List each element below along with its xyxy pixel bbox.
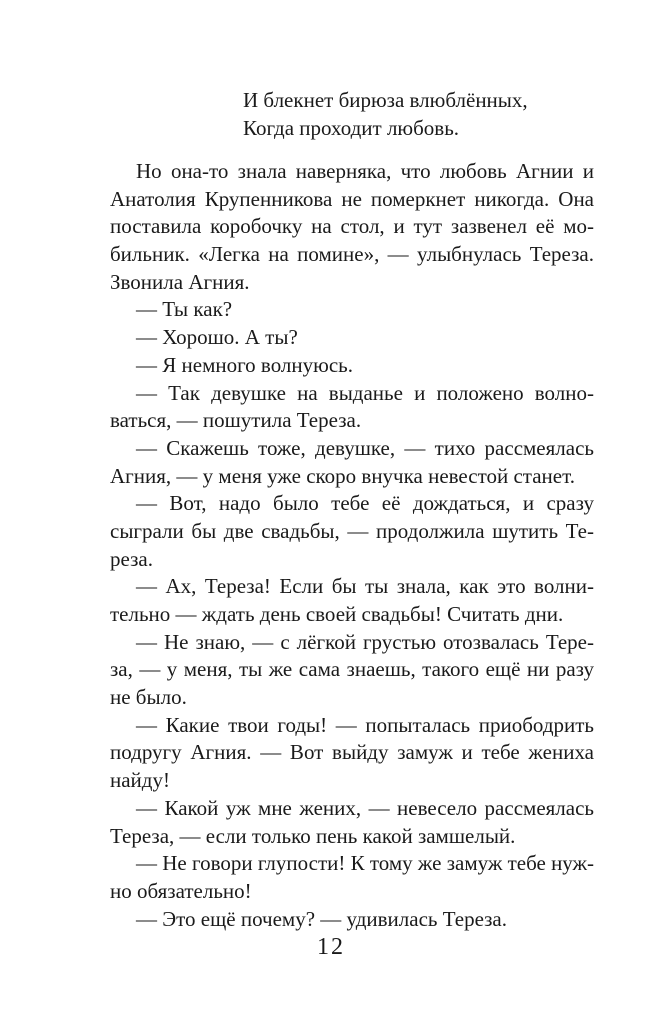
text-line: но обязательно! <box>110 878 252 903</box>
text-line: — Какие твои годы! — попыталась приободрить <box>136 712 594 737</box>
text-line: ваться, — пошутила Тереза. <box>110 408 362 433</box>
text-line: поставила коробочку на стол, и тут зазвенел её мо- <box>110 214 594 239</box>
text-line: Тереза, — если только пень какой замшелый. <box>110 823 516 848</box>
text-line: — Вот, надо было тебе её дождаться, и сразу <box>136 491 594 516</box>
text-line: — Какой уж мне жених, — невесело рассмеялась <box>136 795 594 820</box>
page-number: 12 <box>317 934 345 960</box>
text-line: Звонила Агния. <box>110 269 250 294</box>
text-line: — Не говори глупости! К тому же замуж тебе нуж- <box>136 851 595 876</box>
text-line: реза. <box>110 546 153 571</box>
text-line: сыграли бы две свадьбы, — продолжила шутить Те- <box>110 518 594 543</box>
text-line: найду! <box>110 768 170 793</box>
text-line: — Так девушке на выданье и положено волно- <box>136 380 594 405</box>
epigraph-line: Когда проходит любовь. <box>243 116 460 140</box>
text-line: — Ты как? <box>136 297 233 322</box>
text-line: — Не знаю, — с лёгкой грустью отозвалась Тере- <box>136 629 594 654</box>
epigraph-line: И блекнет бирюза влюблённых, <box>243 88 528 112</box>
text-line: — Хорошо. А ты? <box>136 325 298 350</box>
body-text <box>110 158 594 933</box>
text-line: бильник. «Легка на помине», — улыбнулась Тереза. <box>110 242 594 267</box>
epigraph <box>243 86 603 142</box>
text-line: — Ах, Тереза! Если бы ты знала, как это волни- <box>136 574 594 599</box>
text-line: Агния, — у меня уже скоро внучка невестой станет. <box>110 463 575 488</box>
text-line: — Это ещё почему? — удивилась Тереза. <box>136 906 508 931</box>
text-line: подругу Агния. — Вот выйду замуж и тебе жениха <box>110 740 594 765</box>
text-line: за, — у меня, ты же сама знаешь, такого ещё ни разу <box>110 657 594 682</box>
text-line: Анатолия Крупенникова не померкнет никогда. Она <box>110 186 594 211</box>
text-line: — Я немного волнуюсь. <box>136 352 353 377</box>
text-line: — Скажешь тоже, девушке, — тихо рассмеялась <box>136 435 594 460</box>
text-line: не было. <box>110 685 187 710</box>
text-line: тельно — ждать день своей свадьбы! Считать дни. <box>110 602 564 626</box>
text-line: Но она-то знала наверняка, что любовь Агнии и <box>136 159 594 183</box>
